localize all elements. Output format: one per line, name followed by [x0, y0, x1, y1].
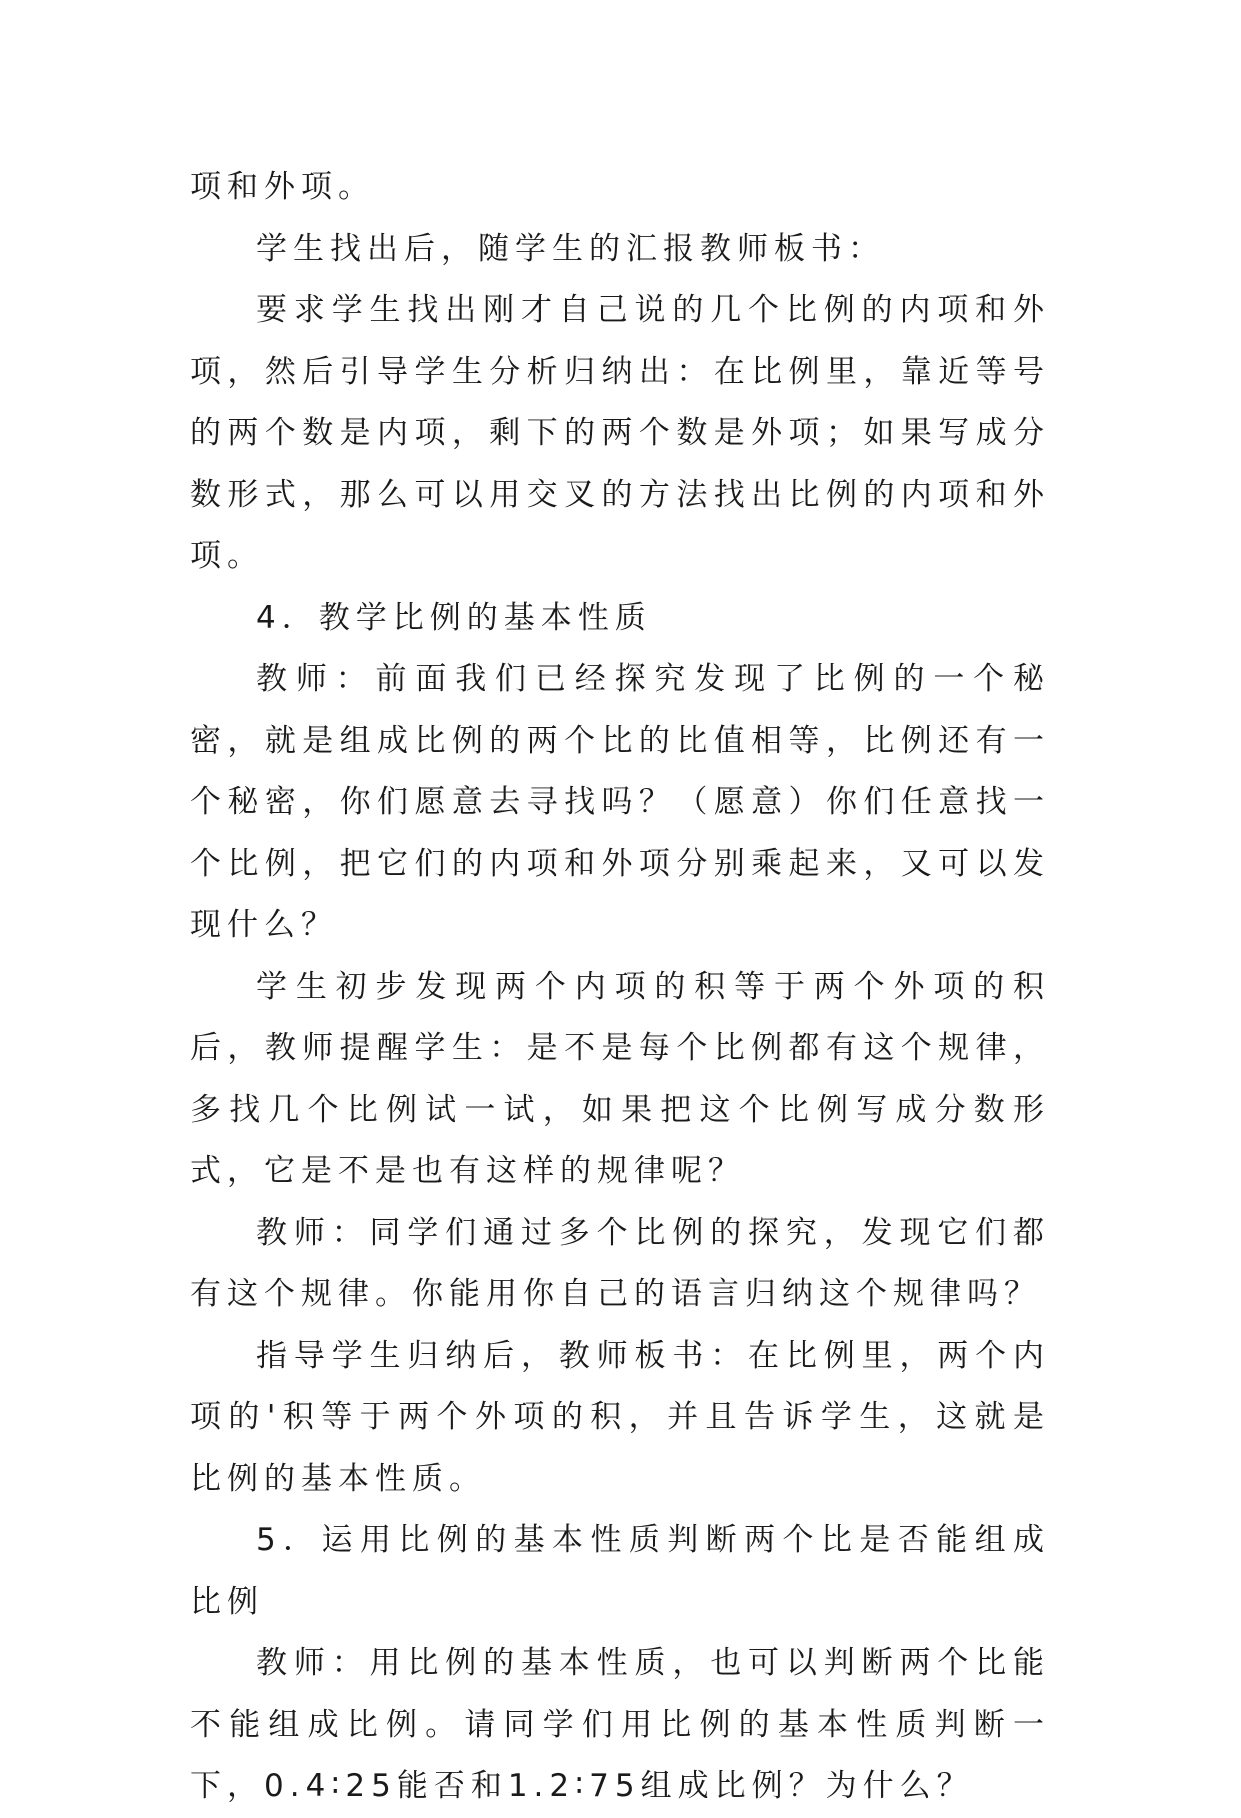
paragraph: 教师：同学们通过多个比例的探究，发现它们都有这个规律。你能用你自己的语言归纳这个规律吗？ — [190, 1214, 1050, 1312]
paragraph: 指导学生归纳后，教师板书：在比例里，两个内项的'积等于两个外项的积，并且告诉学生，这就是比例的基本性质。 — [190, 1337, 1050, 1497]
paragraph: 学生找出后，随学生的汇报教师板书： — [256, 230, 885, 267]
section-heading: 4．教学比例的基本性质 — [256, 599, 652, 636]
paragraph: 学生初步发现两个内项的积等于两个外项的积后，教师提醒学生：是不是每个比例都有这个规律，多找几个比例试一试，如果把这个比例写成分数形式，它是不是也有这样的规律呢？ — [190, 968, 1050, 1189]
paragraph: 项和外项。 — [190, 169, 375, 205]
paragraph: 教师：前面我们已经探究发现了比例的一个秘密，就是组成比例的两个比的比值相等，比例还有一个秘密，你们愿意去寻找吗？（愿意）你们任意找一个比例，把它们的内项和外项分别乘起来，又可以发现什么？ — [190, 661, 1050, 943]
body-text — [190, 157, 1050, 1818]
paragraph: 要求学生找出刚才自己说的几个比例的内项和外项，然后引导学生分析归纳出：在比例里，靠近等号的两个数是内项，剩下的两个数是外项；如果写成分数形式，那么可以用交叉的方法找出比例的内项和外项。 — [190, 292, 1050, 574]
paragraph: 教师：用比例的基本性质，也可以判断两个比能不能组成比例。请同学们用比例的基本性质判断一下，0.4∶25能否和1.2∶75组成比例？为什么？ — [190, 1645, 1050, 1804]
section-heading: 5．运用比例的基本性质判断两个比是否能组成比例 — [190, 1522, 1050, 1620]
